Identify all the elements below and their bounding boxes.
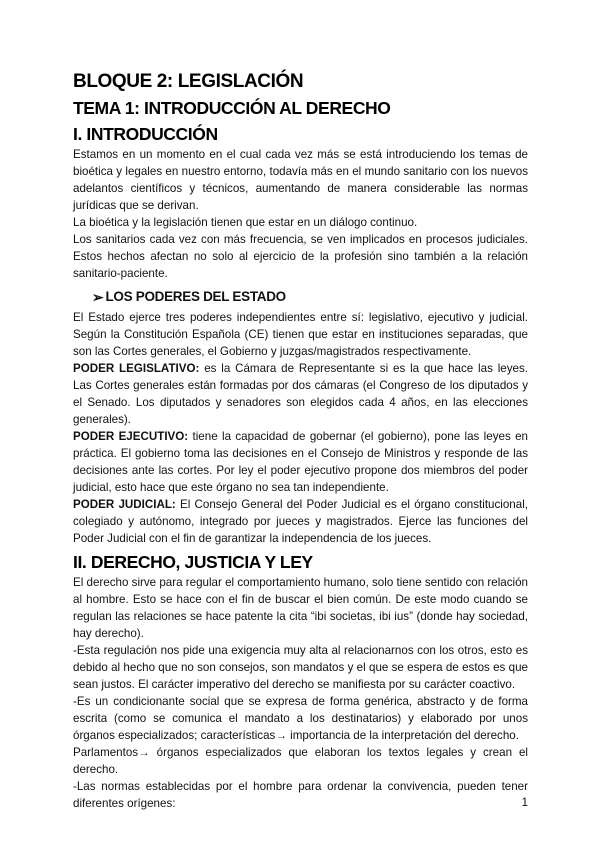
poder-judicial-text: El Consejo General del Poder Judicial es el órgano constitucional, colegiado y autónomo, integrado por jueces y magistrados. Ejerce las funciones del Poder Judicial con el fin de garantizar la independencia de los jueces. [73,498,528,545]
intro-paragraph-2: La bioética y la legislación tienen que estar en un diálogo continuo. [73,216,418,229]
poder-legislativo-paragraph [73,360,528,428]
poderes-paragraph: El Estado ejerce tres poderes independientes entre sí: legislativo, ejecutivo y judicial. Según la Constitución Española (CE) tienen que estar en instituciones separadas, que son las Cortes generales, el Gobierno y juzgas/magistrados respectivamente. [73,311,528,358]
poderes-subheading [92,287,528,307]
document-page [73,70,528,812]
poder-ejecutivo-term: PODER EJECUTIVO: [73,430,189,443]
topic-heading: TEMA 1: INTRODUCCIÓN AL DERECHO [73,98,391,118]
poder-legislativo-text: es la Cámara de Representante si es la que hace las leyes. Las Cortes generales están formadas por dos cámaras (el Congreso de los diputados y el Senado. Los diputados y senadores son elegidos cada 4 años, en las elecciones generales). [73,362,528,426]
page-number: 1 [521,797,528,809]
poder-ejecutivo-text: tiene la capacidad de gobernar (el gobierno), pone las leyes en práctica. El gobierno toma las decisiones en el Consejo de Ministros y responde de las decisiones ante las cortes. Por ley el poder ejecutivo propone dos miembros del poder judicial, esto hace que este órgano no sea tan independiente. [73,430,528,494]
poderes-title: LOS PODERES DEL ESTADO [105,289,286,304]
intro-paragraph-1: Estamos en un momento en el cual cada vez más se está introduciendo los temas de bioética y legales en nuestro entorno, todavía más en el mundo sanitario con los nuevos adelantos científicos y técnicos, aumentando de manera considerable las normas jurídicas que se derivan. [73,148,528,212]
derecho-paragraph-5: -Las normas establecidas por el hombre para ordenar la convivencia, pueden tener diferentes orígenes: [73,780,528,810]
derecho-paragraph-1: El derecho sirve para regular el comportamiento humano, solo tiene sentido con relación al hombre. Esto se hace con el fin de buscar el bien común. De este modo cuando se regulan las relaciones se hace patente la cita “ibi societas, ibi ius” (donde hay sociedad, hay derecho). [73,576,528,640]
poder-judicial-term: PODER JUDICIAL: [73,498,176,511]
poder-legislativo-term: PODER LEGISLATIVO: [73,362,200,375]
arrow-bullet-icon: ➢ [92,289,104,305]
section-2-title: II. DERECHO, JUSTICIA Y LEY [73,552,313,572]
derecho-paragraph-4: Parlamentos→ órganos especializados que elaboran los textos legales y crean el derecho. [73,746,528,776]
poder-ejecutivo-paragraph [73,428,528,496]
poder-judicial-paragraph [73,496,528,547]
derecho-paragraph-3: -Es un condicionante social que se expresa de forma genérica, abstracto y de forma escrita (como se comunica el mandato a los destinatarios) y elaborado por unos órganos especializados; características→ importancia de la interpretación del derecho. [73,695,528,742]
section-1-title: I. INTRODUCCIÓN [73,124,218,144]
derecho-paragraph-2: -Esta regulación nos pide una exigencia muy alta al relacionarnos con los otros, esto es debido al hecho que no son consejos, son mandatos y el que se espera de estos es que sean justos. El carácter imperativo del derecho se manifiesta por su carácter coactivo. [73,644,528,691]
block-heading: BLOQUE 2: LEGISLACIÓN [73,71,304,92]
intro-paragraph-3: Los sanitarios cada vez con más frecuencia, se ven implicados en procesos judiciales. Estos hechos afectan no solo al ejercicio de la profesión sino también a la relación sanitario-paciente. [73,233,528,280]
